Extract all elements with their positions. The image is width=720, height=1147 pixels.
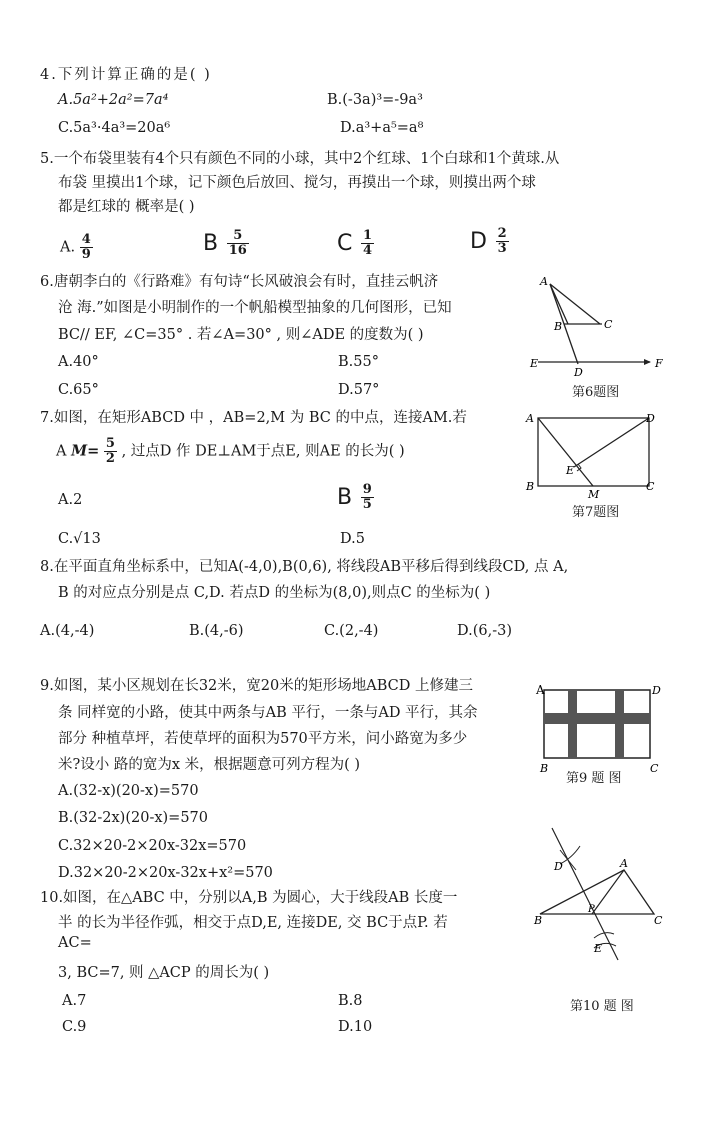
q10-option-a: A.7 bbox=[62, 993, 87, 1009]
q10-label-p: P bbox=[588, 904, 595, 915]
q5-option-b-fraction: $\frac{5}{16}$ bbox=[228, 228, 247, 258]
q10-arc-e1 bbox=[594, 933, 614, 938]
q7-figure-caption: 第7题图 bbox=[572, 505, 620, 520]
q8-option-b: B.(4,-6) bbox=[189, 623, 244, 639]
q9-label-c: C bbox=[650, 762, 659, 775]
q10-label-b: B bbox=[534, 914, 543, 927]
q10-line-ap bbox=[592, 870, 624, 914]
q10-option-d: D.10 bbox=[338, 1019, 373, 1035]
q10-option-c: C.9 bbox=[62, 1019, 87, 1035]
q7-option-d: D.5 bbox=[340, 531, 365, 547]
q5-option-d-fraction: $\frac{2}{3}$ bbox=[497, 226, 507, 256]
q9-option-c: C.32×20-2×20x-32x=570 bbox=[58, 838, 247, 854]
q9-label-a: A bbox=[536, 683, 545, 697]
q5-line1: 5.一个布袋里装有4个只有颜色不同的小球，其中2个红球、1个白球和1个黄球.从 bbox=[40, 151, 560, 167]
q7-figure bbox=[522, 406, 662, 506]
q5-line3: 都是红球的 概率是( ) bbox=[58, 199, 195, 215]
q5-option-b bbox=[203, 229, 249, 258]
q7-line-de bbox=[574, 418, 649, 467]
q7-option-b-label: B bbox=[337, 485, 353, 510]
q9-label-b: B bbox=[540, 762, 549, 775]
q6-option-b: B.55° bbox=[338, 354, 379, 370]
q9-option-d: D.32×20-2×20x-32x+x²=570 bbox=[58, 865, 273, 881]
q4-option-d: D.a³+a⁵=a⁸ bbox=[340, 120, 424, 136]
q6-label-c: C bbox=[604, 318, 613, 331]
q8-option-a: A.(4,-4) bbox=[40, 623, 95, 639]
q7-label-d: D bbox=[646, 412, 655, 425]
q9-option-a: A.(32-x)(20-x)=570 bbox=[58, 783, 199, 799]
q6-option-d: D.57° bbox=[338, 382, 380, 398]
q9-line4: 米?设小 路的宽为x 米，根据题意可列方程为( ) bbox=[58, 757, 361, 773]
q7-line2 bbox=[56, 437, 405, 466]
q7-line1: 7.如图，在矩形ABCD 中 ，AB=2,M 为 BC 的中点，连接AM.若 bbox=[40, 410, 467, 426]
q5-option-d-label: D bbox=[470, 229, 487, 254]
q6-label-b: B bbox=[554, 320, 563, 333]
q10-line2: 半 的长为半径作弧，相交于点D,E, 连接DE, 交 BC于点P. 若 bbox=[58, 915, 448, 931]
q5-option-b-label: B bbox=[203, 231, 219, 256]
q8-option-d: D.(6,-3) bbox=[457, 623, 512, 639]
q8-line2: B 的对应点分别是点 C,D. 若点D 的坐标为(8,0),则点C 的坐标为( ) bbox=[58, 585, 491, 601]
q10-figure-caption: 第10 题 图 bbox=[570, 999, 634, 1014]
q7-line2-fraction: $\frac{5}{2}$ bbox=[105, 436, 115, 466]
q7-option-c: C.√13 bbox=[58, 531, 101, 547]
q6-line3: BC// EF, ∠C=35° . 若∠A=30° , 则∠ADE 的度数为( ) bbox=[58, 327, 424, 343]
q9-line3: 部分 种植草坪，若使草坪的面积为570平方米，问小路宽为多少 bbox=[58, 731, 468, 747]
q6-line1: 6.唐朝李白的《行路难》有句诗“长风破浪会有时，直挂云帆济 bbox=[40, 274, 439, 290]
q7-line2-var: M= bbox=[71, 442, 100, 460]
q7-line2-rest: , 过点D 作 DE⊥AM于点E, 则AE 的长为( ) bbox=[121, 443, 405, 460]
q9-road-vertical-left bbox=[568, 690, 577, 758]
q9-line1: 9.如图，某小区规划在长32米，宽20米的矩形场地ABCD 上修建三 bbox=[40, 678, 473, 694]
q7-option-b bbox=[337, 483, 374, 512]
q10-line-de bbox=[552, 828, 618, 960]
q8-option-c: C.(2,-4) bbox=[324, 623, 379, 639]
q8-line1: 8.在平面直角坐标系中，已知A(-4,0),B(0,6), 将线段AB平移后得到线段CD, 点 A, bbox=[40, 559, 569, 575]
q10-label-d: D bbox=[554, 860, 563, 873]
q6-label-f: F bbox=[655, 357, 663, 370]
q4-option-a: A.5a²+2a²=7a⁴ bbox=[58, 92, 169, 108]
q10-option-b: B.8 bbox=[338, 993, 363, 1009]
q6-figure-caption: 第6题图 bbox=[572, 385, 620, 400]
q9-label-d: D bbox=[652, 684, 661, 697]
q7-label-c: C bbox=[646, 480, 655, 493]
q7-label-a: A bbox=[526, 412, 534, 425]
q9-figure-caption: 第9 题 图 bbox=[566, 771, 622, 786]
q5-option-a-label: A. bbox=[60, 239, 76, 256]
q10-label-c: C bbox=[654, 914, 663, 927]
q7-option-a: A.2 bbox=[58, 492, 83, 508]
q6-line2: 沧 海.”如图是小明制作的一个帆船模型抽象的几何图形，已知 bbox=[58, 300, 452, 316]
q5-option-c-fraction: $\frac{1}{4}$ bbox=[362, 228, 373, 258]
q5-option-a bbox=[60, 233, 93, 262]
q9-option-b: B.(32-2x)(20-x)=570 bbox=[58, 810, 208, 826]
q9-line2: 条 同样宽的小路，使其中两条与AB 平行，一条与AD 平行，其余 bbox=[58, 705, 478, 721]
q7-line2-prefix: A bbox=[56, 443, 67, 460]
q4-option-c: C.5a³·4a³=20a⁶ bbox=[58, 120, 171, 136]
q7-label-m: M bbox=[588, 488, 600, 501]
q5-option-d bbox=[470, 227, 509, 256]
q10-label-a: A bbox=[620, 857, 628, 870]
q5-option-c-label: C bbox=[337, 231, 353, 256]
q6-option-a: A.40° bbox=[58, 354, 99, 370]
q9-figure bbox=[536, 680, 666, 775]
q6-label-d: D bbox=[574, 366, 583, 379]
q9-road-vertical-right bbox=[615, 690, 624, 758]
q4-stem: 4.下列计算正确的是( ) bbox=[40, 67, 212, 83]
q6-label-e: E bbox=[530, 357, 539, 370]
q10-line3: AC= bbox=[58, 935, 92, 951]
q5-line2: 布袋 里摸出1个球，记下颜色后放回、搅匀，再摸出一个球，则摸出两个球 bbox=[58, 175, 536, 191]
q7-label-b: B bbox=[526, 480, 535, 493]
q7-label-e: E bbox=[566, 464, 575, 477]
q6-label-a: A bbox=[540, 275, 548, 288]
q5-option-c bbox=[337, 229, 374, 258]
q10-line4: 3, BC=7, 则 △ACP 的周长为( ) bbox=[58, 965, 270, 981]
q6-arrow-f bbox=[644, 359, 651, 365]
q7-option-b-fraction: $\frac{9}{5}$ bbox=[362, 482, 372, 512]
q6-option-c: C.65° bbox=[58, 382, 99, 398]
q6-figure bbox=[528, 272, 668, 382]
q10-figure bbox=[532, 820, 672, 970]
q9-road-horizontal bbox=[544, 713, 650, 724]
q10-label-e: E bbox=[594, 942, 603, 955]
q4-option-b: B.(-3a)³=-9a³ bbox=[327, 92, 423, 108]
q5-option-a-fraction: $\frac{4}{9}$ bbox=[81, 232, 91, 262]
q10-line1: 10.如图，在△ABC 中，分别以A,B 为圆心，大于线段AB 长度一 bbox=[40, 890, 458, 906]
